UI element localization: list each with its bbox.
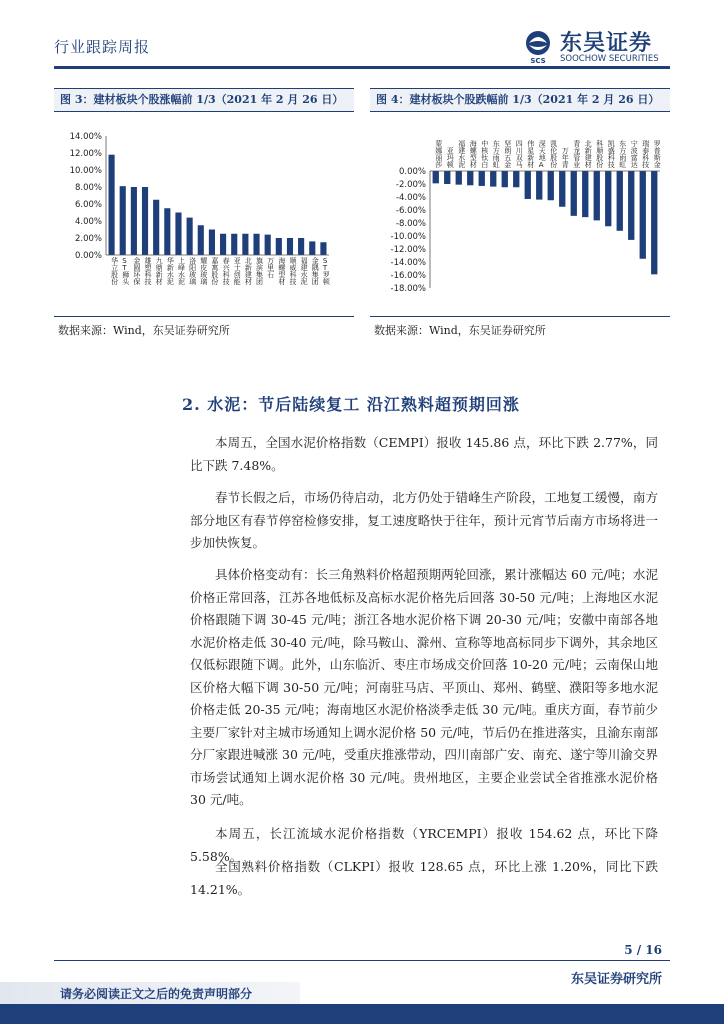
bar-mark	[467, 171, 473, 185]
bar-mark	[605, 171, 611, 226]
y-tick-label: -2.00%	[395, 180, 426, 190]
bar-mark	[220, 234, 226, 255]
bar-mark	[571, 171, 577, 216]
bar-mark	[187, 218, 193, 255]
bar-mark	[490, 171, 496, 187]
y-tick-label: 8.00%	[74, 183, 102, 193]
footer-organization: 东吴证券研究所	[570, 972, 662, 987]
y-tick-label: 4.00%	[74, 217, 102, 227]
bar-mark	[287, 238, 293, 255]
logo-chinese-name: 东吴证券	[560, 31, 653, 56]
bar-mark	[253, 234, 259, 255]
category-label: 耀皮玻璃	[200, 257, 208, 286]
soochow-logo-mark-icon	[520, 28, 556, 64]
bar-mark	[651, 171, 657, 274]
bar-mark	[456, 171, 462, 185]
bar-mark	[628, 171, 634, 240]
category-label: 上峰水泥	[177, 257, 185, 286]
bar-mark	[242, 234, 248, 255]
category-label: 东方雨虹	[619, 140, 627, 169]
y-tick-label: 6.00%	[74, 200, 102, 210]
bar-mark	[559, 171, 565, 207]
category-label: 深天地 A	[538, 140, 546, 169]
bar-mark	[198, 225, 204, 255]
category-label: 中核钛白	[481, 140, 489, 169]
bar-mark	[433, 171, 439, 183]
bar-mark	[109, 155, 115, 255]
y-tick-label: -12.00%	[390, 245, 426, 255]
y-tick-label: -14.00%	[390, 258, 426, 268]
category-label: 旗滨集团	[256, 257, 264, 286]
y-tick-label: 0.00%	[74, 251, 102, 261]
figure-3-source-divider	[54, 316, 354, 317]
category-label: 东方雨虹	[492, 140, 500, 169]
category-label: 罗普斯金	[653, 140, 661, 169]
category-label: 四川双马	[515, 140, 523, 169]
figure-3-source: 数据来源：Wind，东吴证券研究所	[58, 324, 230, 337]
category-label: 雄塑科技	[144, 257, 152, 286]
category-label: 华新水泥	[166, 257, 174, 286]
footer-divider	[54, 960, 670, 961]
category-label: 海螺型材	[469, 140, 477, 169]
bar-mark	[131, 187, 137, 255]
figure-3-caption: 图 3：建材板块个股涨幅前 1/3（2021 年 2 月 26 日）	[60, 93, 344, 106]
page-number: 5 / 16	[624, 943, 662, 957]
report-type-title: 行业跟踪周报	[54, 38, 151, 56]
bar-mark	[513, 171, 519, 187]
figure-4-source-divider	[370, 316, 670, 317]
section-title: 2. 水泥：节后陆续复工 沿江熟料超预期回涨	[182, 395, 520, 414]
logo-english-name: SOOCHOW SECURITIES	[560, 54, 659, 64]
bar-mark	[276, 238, 282, 255]
category-label: 伟星新材	[527, 140, 535, 169]
category-label: 金圆环保	[133, 257, 141, 286]
category-label: 九鼎新材	[155, 257, 163, 286]
figure-4-source: 数据来源：Wind，东吴证券研究所	[374, 324, 546, 337]
bar-mark	[479, 171, 485, 186]
footer-band	[0, 1004, 724, 1024]
bar-mark	[231, 234, 237, 255]
bar-mark	[265, 235, 271, 255]
bar-mark	[209, 230, 215, 256]
header-divider	[54, 66, 670, 69]
figure-4-chart	[370, 118, 670, 313]
category-label: 万年青	[561, 147, 569, 169]
bar-mark	[120, 186, 126, 255]
category-label: S T 罗顿	[322, 257, 330, 286]
category-label: 福建水泥	[300, 257, 308, 286]
paragraph-cempi: 本周五，全国水泥价格指数（CEMPI）报收 145.86 点，环比下跌 2.77%，同比下跌 7.48%。	[190, 435, 658, 473]
y-tick-label: 0.00%	[398, 167, 426, 177]
paragraph-clkpi: 全国熟料价格指数（CLKPI）报收 128.65 点，环比上涨 1.20%，同比下跌 14.21%。	[190, 859, 658, 897]
category-label: 福建水泥	[458, 140, 466, 169]
category-label: 华立股份	[111, 257, 119, 286]
bar-mark	[525, 171, 531, 199]
bar-mark	[582, 171, 588, 217]
y-tick-label: -8.00%	[395, 219, 426, 229]
category-label: 坚朗五金	[504, 140, 512, 169]
category-label: 瑞泰科技	[642, 140, 650, 169]
category-label: 蒙娜丽莎	[435, 140, 443, 169]
y-tick-label: 12.00%	[69, 149, 102, 159]
category-label: 北新建材	[244, 257, 252, 286]
bar-mark	[536, 171, 542, 200]
bar-mark	[617, 171, 623, 231]
category-label: 海螺型材	[278, 257, 286, 286]
category-label: 金隅集团	[311, 257, 319, 286]
category-label: 科顺股份	[596, 140, 604, 169]
paragraph-market-status: 春节长假之后，市场仍待启动，北方仍处于错峰生产阶段，工地复工缓慢，南方部分地区有春节停窑检修安排，复工速度略快于往年，预计元宵节后南方市场将进一步加快恢复。	[190, 490, 658, 550]
soochow-logo	[520, 26, 670, 66]
category-label: 洛阳玻璃	[189, 257, 197, 286]
bar-mark	[640, 171, 646, 259]
y-tick-label: -16.00%	[390, 271, 426, 281]
bar-mark	[444, 171, 450, 184]
y-tick-label: -10.00%	[390, 232, 426, 242]
category-label: 春兴科技	[222, 257, 230, 286]
y-tick-label: 2.00%	[74, 234, 102, 244]
figure-4-caption: 图 4：建材板块个股跌幅前 1/3（2021 年 2 月 26 日）	[376, 93, 660, 106]
category-label: 嘉寓股份	[211, 257, 219, 286]
category-label: S T 狮头	[122, 257, 130, 286]
category-label: 亚玛顿	[446, 147, 454, 169]
bar-mark	[320, 242, 326, 255]
bar-mark	[164, 208, 170, 255]
bar-mark	[594, 171, 600, 220]
disclaimer-banner	[0, 982, 300, 1004]
category-label: 顺威科技	[289, 257, 297, 286]
figure-3-chart	[54, 118, 354, 313]
paragraph-yrcempi: 本周五，长江流域水泥价格指数（YRCEMPI）报收 154.62 点，环比下降 5.58%。	[190, 826, 658, 864]
y-tick-label: -6.00%	[395, 206, 426, 216]
bar-mark	[175, 213, 181, 256]
bar-mark	[548, 171, 554, 200]
disclaimer-text: 请务必阅读正文之后的免责声明部分	[60, 987, 253, 1001]
y-tick-label: 10.00%	[69, 166, 102, 176]
bar-mark	[309, 241, 315, 255]
category-label: 亚士创能	[233, 257, 241, 286]
category-label: 凯盛科技	[607, 140, 615, 169]
category-label: 宁波富达	[630, 140, 638, 169]
category-label: 凯伦股份	[550, 140, 558, 169]
bar-mark	[298, 238, 304, 255]
category-label: 北新建材	[584, 140, 592, 169]
paragraph-price-changes: 具体价格变动有：长三角熟料价格超预期两轮回涨，累计涨幅达 60 元/吨；水泥价格正常回落，江苏各地低标及高标水泥价格先后回落 30-50 元/吨；上海地区水泥价格跟随下调 30-45 元/吨；浙江各地水泥价格下调 20-30 元/吨；安徽中南部各地水泥价格走低 30-40 元/吨，除马鞍山、滁州、宣称等地高标同步下调外，其余地区仅低标跟随下调。此外，山东临沂、枣庄市场成交价回落 10-20 元/吨；云南保山地区价格大幅下调 30-50 元/吨；河南驻马店、平顶山、郑州、鹤壁、濮阳等多地水泥价格走低 20-35 元/吨；海南地区水泥价格淡季走低 30 元/吨。重庆方面，春节前少主要厂家针对主城市场通知上调水泥价格 50 元/吨，节后仍在推进落实，且渝东南部分厂家跟进喊涨 30 元/吨，受重庆推涨带动，四川南部广安、南充、遂宁等川渝交界市场尝试通知上调水泥价格 30 元/吨。贵州地区，主要企业尝试全省推涨水泥价格 30 元/吨。	[190, 567, 658, 807]
y-tick-label: -18.00%	[390, 284, 426, 294]
bar-mark	[502, 171, 508, 187]
category-label: 青龙管业	[573, 140, 581, 169]
y-tick-label: -4.00%	[395, 193, 426, 203]
bar-mark	[153, 200, 159, 255]
bar-mark	[142, 187, 148, 255]
y-tick-label: 14.00%	[69, 132, 102, 142]
category-label: 万里石	[267, 257, 275, 279]
logo-mark-text: SCS	[530, 57, 546, 64]
